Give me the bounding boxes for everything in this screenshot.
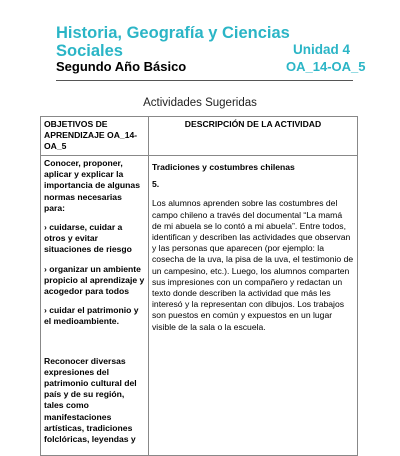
- subject-title: Historia, Geografía y Ciencias Sociales: [56, 24, 290, 60]
- activity-cell: [149, 156, 358, 456]
- activities-table: [40, 116, 358, 456]
- table-header-row: [41, 117, 358, 156]
- objectives-cell: [41, 156, 149, 456]
- activity-title: Tradiciones y costumbres chilenas: [152, 162, 295, 172]
- objective-codes: OA_14-OA_5: [286, 59, 366, 74]
- unit-label: Unidad 4: [293, 42, 351, 57]
- objective-heritage: Reconocer diversas expresiones del patrimonio cultural del país y de su región, tales como manifestaciones artísticas, tradiciones folclóricas, leyendas y: [44, 355, 137, 445]
- header-divider: [56, 80, 353, 81]
- objective-intro: Conocer, proponer, aplicar y explicar la importancia de algunas normas necesarias para:: [44, 158, 140, 213]
- description-header: DESCRIPCIÓN DE LA ACTIVIDAD: [149, 117, 358, 156]
- objective-bullet: › organizar un ambiente propicio al aprendizaje y acogedor para todos: [44, 263, 145, 297]
- objective-bullet: › cuidarse, cuidar a otros y evitar situaciones de riesgo: [44, 222, 132, 255]
- section-title: Actividades Sugeridas: [143, 97, 257, 109]
- objectives-header: OBJETIVOS DE APRENDIZAJE OA_14-OA_5: [41, 117, 149, 156]
- objective-bullet: › cuidar el patrimonio y el medioambiente.: [44, 305, 139, 327]
- activity-description: Los alumnos aprenden sobre las costumbres del campo chileno a través del documental “La mamá de mi abuela se lo contó a mi abuela”. Entre todos, identifican y describen las actividades que observan y las personas que aparecen (por ejemplo: la cosecha de la uva, la pisa de la uva, el testimonio de un campesino, etc.). Luego, los alumnos comparten sus impresiones con un compañero y redactan un texto donde describen la actividad que más les interesó y la representan con dibujos. Los trabajos son puestos en común y expuestos en un lugar visible de la sala o la escuela.: [152, 198, 354, 332]
- grade-label: Segundo Año Básico: [56, 59, 187, 74]
- table-row: [41, 156, 358, 456]
- activity-number: 5.: [152, 179, 160, 190]
